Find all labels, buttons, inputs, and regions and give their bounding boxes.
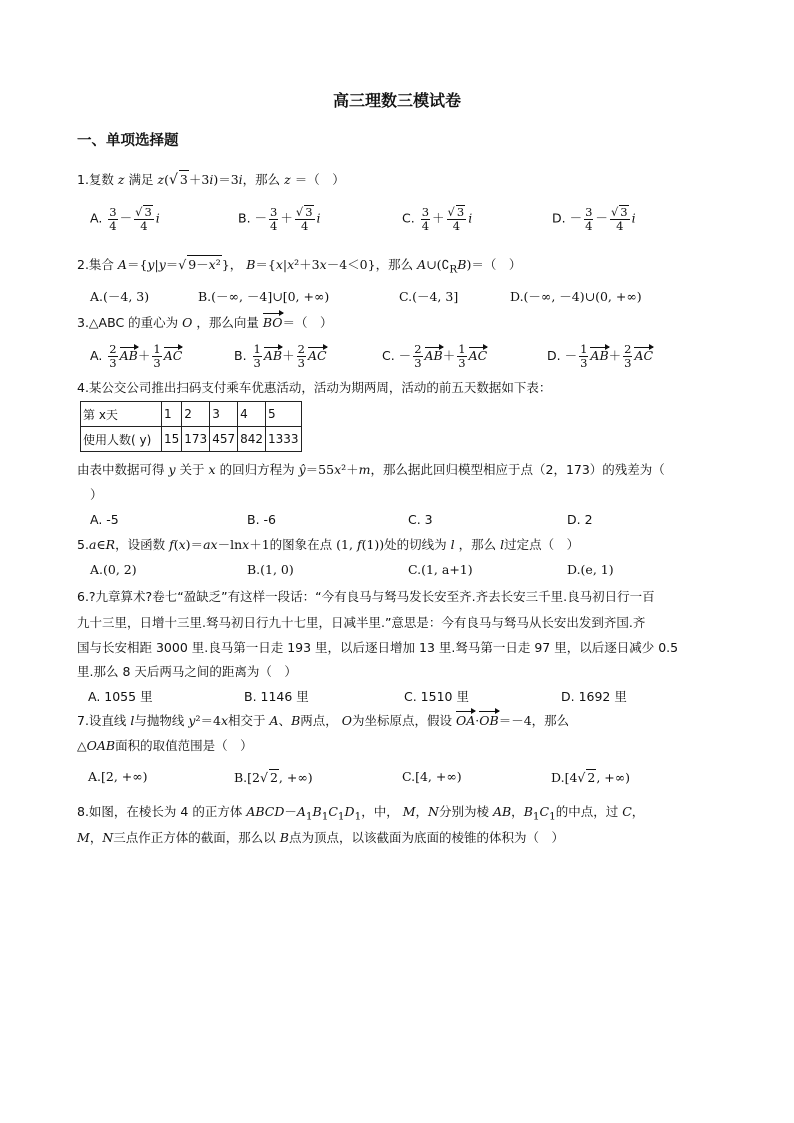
table-row bbox=[81, 402, 302, 427]
question-2-stem: 2.集合 A＝{y|y＝√ 9－x²}， B＝{x|x²＋3x－4＜0}，那么 $A\cup(∁_RB)=$（ ） bbox=[77, 257, 522, 276]
section-heading: 一、单项选择题 bbox=[77, 133, 179, 149]
q6-option-a[interactable]: A. 1055 里 bbox=[88, 689, 153, 704]
q1-var: z bbox=[117, 172, 125, 187]
q2-set-a: A＝{y|y＝√ 9－x²}， bbox=[117, 257, 243, 272]
q4-data-table bbox=[80, 401, 302, 452]
q1-option-c[interactable]: C. $\frac{3}{4}$ ＋ $\frac{√ 3}{4}$ i bbox=[402, 204, 473, 233]
question-6-line-1: 6.?九章算术?卷七“盈缺乏”有这样一段话：“今有良马与驽马发长安至齐.齐去长安三千里.良马初日行一百 bbox=[77, 589, 655, 604]
table-cell: 457 bbox=[210, 427, 238, 452]
q7-option-c[interactable]: C.[4, +∞) bbox=[402, 769, 462, 784]
table-cell: 15 bbox=[162, 427, 182, 452]
q1-option-d[interactable]: D. － $\frac{3}{4}$ － $\frac{√ 3}{4}$ i bbox=[552, 204, 636, 233]
q3-option-b[interactable]: B. $\frac{1}{3}$ AB＋ $\frac{2}{3}$ AC bbox=[234, 342, 327, 370]
question-5-stem: 5.a∈R，设函数 f(x)＝ax－lnx＋1的图象在点 (1, f(1))处的切线为 l ，那么 l过定点（ ） bbox=[77, 537, 580, 552]
table-header: 使用人数( y) bbox=[81, 427, 162, 452]
q7-option-b[interactable]: B.[2√ 2, +∞) bbox=[234, 770, 313, 785]
q4-option-b[interactable]: B. -6 bbox=[247, 512, 276, 527]
q3-vector-bo: BO bbox=[262, 315, 283, 330]
page-title: 高三理数三模试卷 bbox=[332, 91, 461, 110]
question-4-stem: 4.某公交公司推出扫码支付乘车优惠活动，活动为期两周，活动的前五天数据如下表： bbox=[77, 380, 552, 395]
q5-option-a[interactable]: A.(0, 2) bbox=[90, 562, 137, 577]
q5-option-d[interactable]: D.(e, 1) bbox=[567, 562, 614, 577]
q3-option-a[interactable]: A. $\frac{2}{3}$ AB＋ $\frac{1}{3}$ AC bbox=[90, 342, 183, 370]
q4-paren-close: ） bbox=[90, 487, 103, 502]
question-6-line-3: 国与长安相距 3000 里.良马第一日走 193 里，以后逐日增加 13 里.驽马第一日走 97 里，以后逐日减少 0.5 bbox=[77, 640, 679, 655]
q4-option-a[interactable]: A. -5 bbox=[90, 512, 119, 527]
table-cell: 3 bbox=[210, 402, 238, 427]
question-8-stem: 8.如图，在棱长为 4 的正方体 $ABCD-A_1B_1C_1D_1$，中， M，N分别为棱 AB，$B_1C_1$的中点，过 C， bbox=[77, 804, 645, 823]
q2-option-a[interactable]: A.(－4, 3) bbox=[90, 289, 150, 304]
q2-option-b[interactable]: B.(－∞, －4]∪[0, +∞) bbox=[198, 289, 330, 304]
q1-option-b[interactable]: B. － $\frac{3}{4}$ ＋ $\frac{√ 3}{4}$ i bbox=[238, 204, 321, 233]
question-1-stem bbox=[77, 170, 345, 189]
q4-regression: ŷ＝55x²＋m bbox=[298, 462, 371, 477]
q1-equation: z(√ 3＋3i)＝3i bbox=[157, 172, 243, 188]
q7-option-d[interactable]: D.[4√ 2, +∞) bbox=[551, 770, 631, 785]
question-6-line-2: 九十三里，日增十三里.驽马初日行九十七里，日减半里.”意思是：今有良马与驽马从长安出发到齐国.齐 bbox=[77, 615, 646, 630]
table-header: 第 x天 bbox=[81, 402, 162, 427]
table-cell: 5 bbox=[266, 402, 302, 427]
q6-option-b[interactable]: B. 1146 里 bbox=[244, 689, 309, 704]
q3-option-c[interactable]: C. － $\frac{2}{3}$ AB＋ $\frac{1}{3}$ AC bbox=[382, 342, 488, 370]
q2-option-c[interactable]: C.(－4, 3] bbox=[399, 289, 459, 304]
q2-option-d[interactable]: D.(－∞, －4)∪(0, +∞) bbox=[510, 289, 642, 304]
q1-text: ＝（ ） bbox=[294, 172, 345, 187]
q5-option-b[interactable]: B.(1, 0) bbox=[247, 562, 294, 577]
q2-expr: $A\cup(∁_RB)$ bbox=[417, 257, 472, 276]
q5-function: f(x)＝ax－lnx＋1 bbox=[169, 537, 270, 552]
table-cell: 842 bbox=[238, 427, 266, 452]
question-7-stem-2: △OAB面积的取值范围是（ ） bbox=[77, 738, 253, 753]
question-3-stem: 3.△ABC 的重心为 O ，那么向量 BO＝（ ） bbox=[77, 315, 333, 330]
question-7-stem: 7.设直线 l与抛物线 y²＝4x相交于 A、B两点， O为坐标原点，假设 OA·OB＝－4，那么 bbox=[77, 713, 570, 728]
q6-option-d[interactable]: D. 1692 里 bbox=[561, 689, 627, 704]
table-cell: 4 bbox=[238, 402, 266, 427]
q6-option-c[interactable]: C. 1510 里 bbox=[404, 689, 469, 704]
q3-option-d[interactable]: D. － $\frac{1}{3}$ AB＋ $\frac{2}{3}$ AC bbox=[547, 342, 654, 370]
q1-var: z bbox=[284, 172, 291, 187]
table-cell: 1333 bbox=[266, 427, 302, 452]
q4-option-c[interactable]: C. 3 bbox=[408, 512, 433, 527]
question-4-stem-2: 由表中数据可得 y 关于 x 的回归方程为 ŷ＝55x²＋m，那么据此回归模型相应于点（2，173）的残差为（ bbox=[77, 462, 665, 477]
q4-option-d[interactable]: D. 2 bbox=[567, 512, 593, 527]
q1-text: ，那么 bbox=[242, 172, 281, 187]
table-cell: 173 bbox=[182, 427, 210, 452]
q5-point: (1, f(1)) bbox=[336, 537, 385, 552]
table-cell: 2 bbox=[182, 402, 210, 427]
q1-text: 1.复数 bbox=[77, 172, 114, 187]
q2-set-b: B＝{x|x²＋3x－4＜0} bbox=[246, 257, 376, 272]
table-row bbox=[81, 427, 302, 452]
q1-option-a[interactable]: A. $\frac{3}{4}$ － $\frac{√ 3}{4}$ i bbox=[90, 204, 160, 233]
q7-option-a[interactable]: A.[2, +∞) bbox=[88, 769, 148, 784]
question-6-line-4: 里.那么 8 天后两马之间的距离为（ ） bbox=[77, 664, 297, 679]
question-8-stem-2: M，N三点作正方体的截面，那么以 B点为顶点，以该截面为底面的棱锥的体积为（ ） bbox=[77, 830, 564, 845]
q1-text: 满足 bbox=[128, 172, 154, 187]
q5-option-c[interactable]: C.(1, a+1) bbox=[408, 562, 473, 577]
table-cell: 1 bbox=[162, 402, 182, 427]
